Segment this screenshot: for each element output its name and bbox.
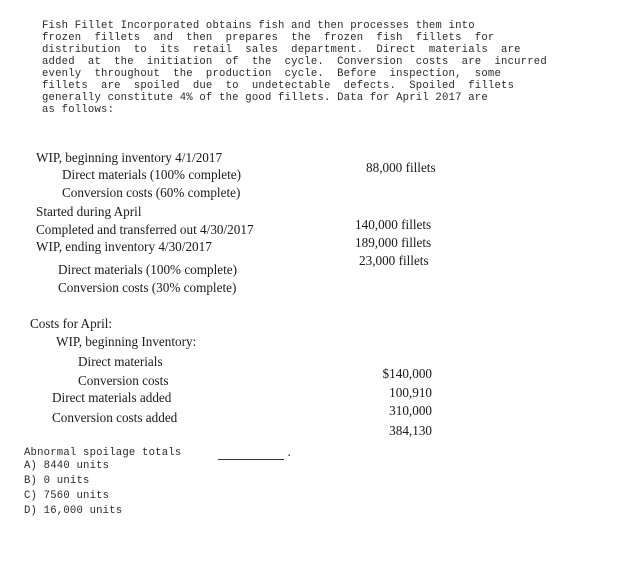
problem-line: Fish Fillet Incorporated obtains fish and then processes them into	[42, 20, 475, 32]
completed-label: Completed and transferred out 4/30/2017	[36, 222, 254, 237]
costs-cc-label: Conversion costs	[78, 373, 169, 388]
started-label: Started during April	[36, 204, 142, 219]
problem-line: fillets are spoiled due to undetectable defects. Spoiled fillets	[42, 80, 515, 92]
costs-dm-added-label: Direct materials added	[52, 390, 172, 405]
costs-cc-added-label: Conversion costs added	[52, 410, 178, 425]
costs-heading: Costs for April:	[30, 316, 113, 331]
costs-dm-value: $140,000	[382, 366, 432, 381]
problem-paragraph	[42, 20, 594, 116]
wip-end-label: WIP, ending inventory 4/30/2017	[36, 239, 212, 254]
problem-line: as follows:	[42, 104, 115, 116]
costs-dm-label: Direct materials	[78, 354, 163, 369]
wip-begin-label: WIP, beginning inventory 4/1/2017	[36, 150, 223, 165]
problem-line: generally constitute 4% of the good fillets. Data for April 2017 are	[42, 92, 488, 104]
costs-cc-added-value: 384,130	[389, 423, 432, 438]
wip-begin-value: 88,000 fillets	[366, 160, 436, 175]
problem-line: frozen fillets and then prepares the frozen fish fillets for	[42, 32, 495, 44]
option-c[interactable]: C) 7560 units	[24, 490, 110, 502]
wip-end-value: 23,000 fillets	[359, 253, 429, 268]
costs-dm-added-value: 310,000	[389, 403, 432, 418]
answer-blank	[218, 459, 284, 460]
option-d[interactable]: D) 16,000 units	[24, 505, 123, 517]
started-value: 140,000 fillets	[355, 217, 432, 232]
option-b[interactable]: B) 0 units	[24, 475, 90, 487]
problem-line: evenly throughout the production cycle. Before inspection, some	[42, 68, 502, 80]
wip-begin-cc: Conversion costs (60% complete)	[62, 185, 241, 200]
wip-end-dm: Direct materials (100% complete)	[58, 262, 238, 277]
wip-end-cc: Conversion costs (30% complete)	[58, 280, 237, 295]
problem-line: distribution to its retail sales department. Direct materials are	[42, 44, 521, 56]
costs-cc-value: 100,910	[389, 385, 432, 400]
completed-value: 189,000 fillets	[355, 235, 432, 250]
wip-begin-dm: Direct materials (100% complete)	[62, 167, 242, 182]
problem-line: added at the initiation of the cycle. Conversion costs are incurred	[42, 56, 547, 68]
option-a[interactable]: A) 8440 units	[24, 460, 110, 472]
question-stem: Abnormal spoilage totals	[24, 447, 182, 459]
question-period: .	[286, 448, 293, 460]
costs-wip-begin-label: WIP, beginning Inventory:	[56, 334, 197, 349]
